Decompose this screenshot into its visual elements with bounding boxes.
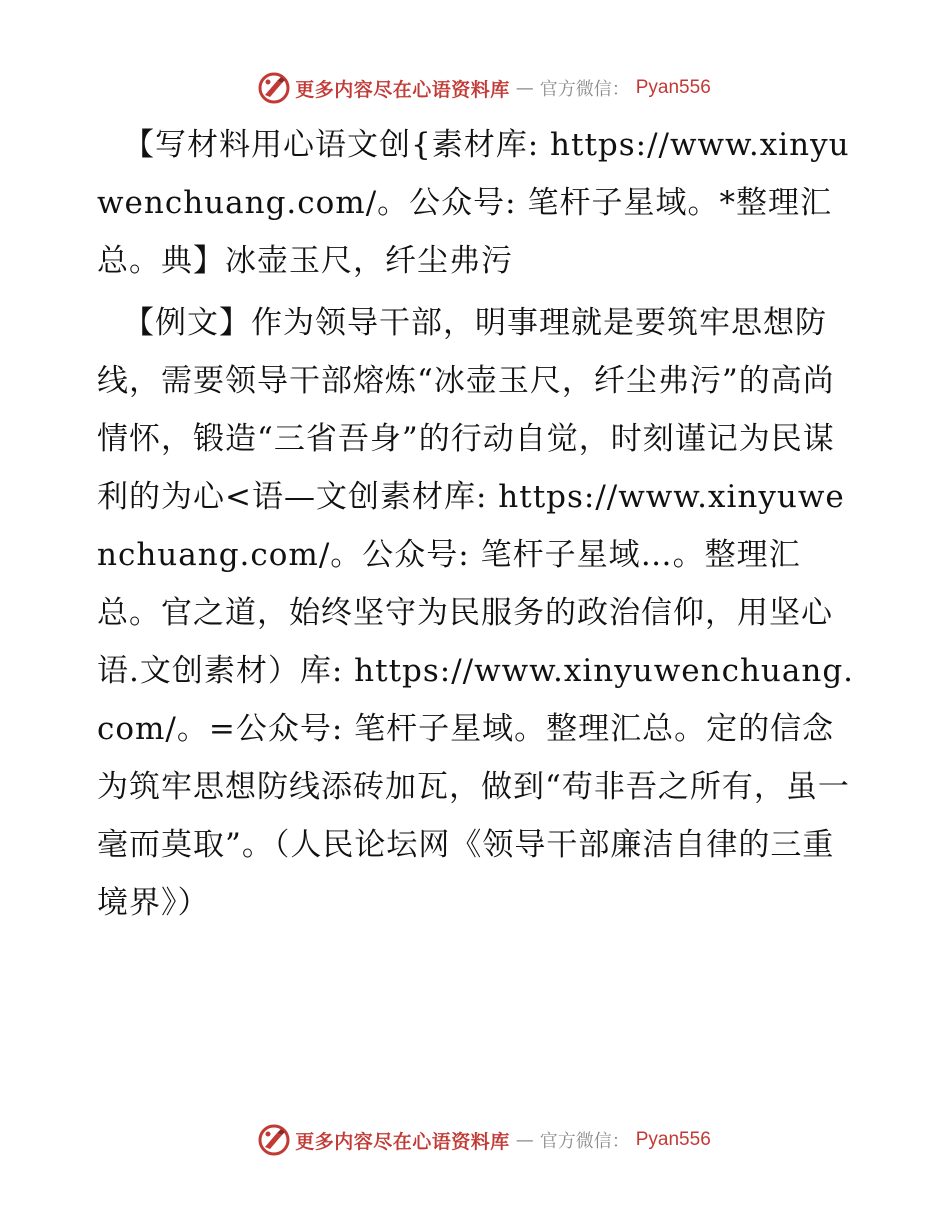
paragraph-example-text: 【例文】作为领导干部，明事理就是要筑牢思想防线，需要领导干部熔炼“冰壶玉尺，纤尘弗污”的高尚情怀，锻造“三省吾身”的行动自觉，时刻谨记为民谋利的为心<语—文创素材库: https://www.xinyuwenchuang.com/。公众号: 笔杆子星域…。整理汇总。官之道，始终坚守为民服务的政治信仰，用坚心语.文创素材）库: https://www.xinyuwenchuang.com/。=公众号: 笔杆子星域。整理汇总。定的信念为筑牢思想防线添砖加瓦，做到“苟非吾之所有，虽一毫而莫取”。（人民论坛网《领导干部廉洁自律的三重境界》）	[97, 305, 855, 921]
header-dash: —	[515, 77, 534, 99]
footer-wechat-id: Pyan556	[635, 1129, 711, 1150]
footer-brand-text: 更多内容尽在心语资料库	[295, 1130, 510, 1153]
footer-sub-label: 官方微信：	[539, 1131, 630, 1152]
paragraph-idiom-heading: 【写材料用心语文创{素材库: https://www.xinyuwenchuang.com/。公众号: 笔杆子星域。*整理汇总。典】冰壶玉尺，纤尘弗污	[97, 127, 850, 279]
brand-logo-icon	[257, 1123, 291, 1157]
document-body	[97, 116, 857, 932]
header-brand-text: 更多内容尽在心语资料库	[295, 78, 510, 101]
header-banner-inner	[257, 71, 711, 105]
header-banner	[0, 70, 950, 106]
header-wechat-id: Pyan556	[635, 77, 711, 98]
footer-banner-inner	[257, 1123, 711, 1157]
footer-dash: —	[515, 1129, 534, 1151]
header-sub-label: 官方微信：	[539, 79, 630, 100]
footer-banner	[0, 1122, 950, 1158]
brand-logo-icon	[257, 71, 291, 105]
